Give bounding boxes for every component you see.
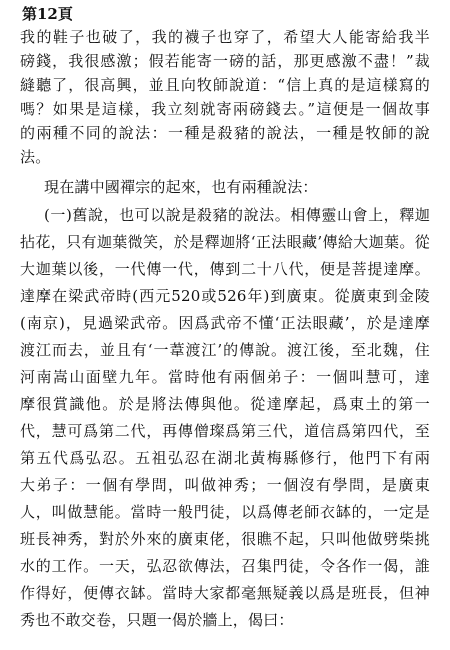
text-line: (一)舊說，也可以說是殺豬的說法。相傳靈山會上，釋迦 <box>44 206 430 224</box>
text-line: 的兩種不同的說法：一種是殺豬的說法，一種是牧師的說 <box>20 124 430 142</box>
text-line: 摩很賞識他。於是將法傳與他。從達摩起，爲東土的第一 <box>20 395 430 413</box>
page-number: 第12頁 <box>22 5 73 23</box>
text-line: 嗎？如果是這樣，我立刻就寄兩磅錢去。”這便是一個故事 <box>20 100 430 118</box>
text-line: 代，慧可爲第二代，再傳僧璨爲第三代，道信爲第四代，至 <box>20 422 430 440</box>
text-line: 渡江而去，並且有‘一葦渡江’的傳說。渡江後，至北魏，住 <box>20 341 430 359</box>
text-line: 大迦葉以後，一代傳一代，傳到二十八代，便是菩提達摩。 <box>20 260 430 278</box>
text-line: 秀也不敢交卷，只題一偈於牆上，偈曰： <box>20 611 294 629</box>
text-line: 拈花，只有迦葉微笑，於是釋迦將‘正法眼藏’傳給大迦葉。從 <box>20 233 430 251</box>
text-line: 現在講中國禪宗的起來，也有兩種說法： <box>44 178 318 196</box>
text-line: 人，叫做慧能。當時一般門徒，以爲傳老師衣缽的，一定是 <box>20 503 430 521</box>
text-line: 我的鞋子也破了，我的襪子也穿了，希望大人能寄給我半 <box>20 28 430 46</box>
text-line: 河南嵩山面壁九年。當時他有兩個弟子：一個叫慧可，達 <box>20 368 430 386</box>
text-line: 縫聽了，很高興，並且向牧師說道：“信上真的是這樣寫的 <box>20 76 430 94</box>
text-line: 班長神秀，對於外來的廣東佬，很瞧不起，只叫他做劈柴挑 <box>20 530 430 548</box>
text-line: 大弟子：一個有學問，叫做神秀；一個沒有學問，是廣東 <box>20 476 430 494</box>
text-line: 達摩在梁武帝時(西元520或526年)到廣東。從廣東到金陵 <box>20 287 430 305</box>
text-line: 磅錢，我很感激；假若能寄一磅的話，那更感激不盡！”裁 <box>20 52 430 70</box>
text-line: 水的工作。一天，弘忍欲傳法，召集門徒，令各作一偈，誰 <box>20 557 430 575</box>
text-line: 法。 <box>20 148 51 166</box>
text-line: (南京)，見過梁武帝。因爲武帝不懂‘正法眼藏’，於是達摩 <box>20 314 430 332</box>
text-line: 作得好，便傳衣缽。當時大家都毫無疑義以爲是班長，但神 <box>20 584 430 602</box>
text-line: 第五代爲弘忍。五祖弘忍在湖北黃梅縣修行，他門下有兩 <box>20 449 430 467</box>
